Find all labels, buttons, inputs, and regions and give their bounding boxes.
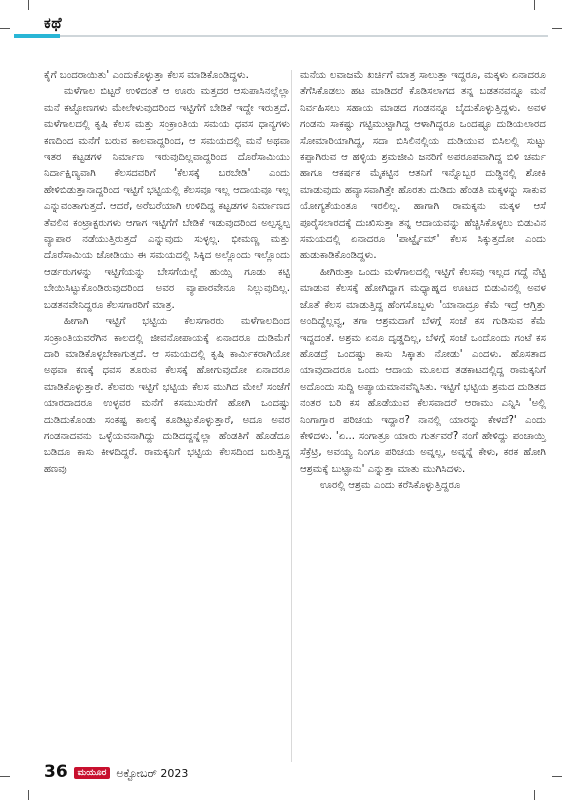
section-accent-bar bbox=[14, 34, 60, 38]
article-column-right bbox=[300, 68, 546, 495]
article-paragraph: ಮಳೆಗಾಲ ಬಿಟ್ಟರೆ ಉಳಿದಂತೆ ಆ ಊರು ಮತ್ತದರ ಆಸುಪಾಸಿನಲ್ಲೆಲ್ಲಾ ಮನೆ ಕಟ್ಟೋಣಗಳು ಮೇಲೇಳುವುದರಿಂದ ಇಟ್ಟಿಗೆಗೆ ಬೇಡಿಕೆ ಇದ್ದೇ ಇರುತ್ತದೆ. ಮಳೆಗಾಲದಲ್ಲಿ ಕೃಷಿ ಕೆಲಸ ಮತ್ತು ಸಂಕ್ರಾಂತಿಯ ಸಮಯ ಧವಸ ಧಾನ್ಯಗಳು ಕಣದಿಂದ ಮನೆಗೆ ಬರುವ ಕಾಲವಾದ್ದರಿಂದ, ಆ ಸಮಯದಲ್ಲಿ ಮನೆ ಅಥವಾ ಇತರ ಕಟ್ಟಡಗಳ ನಿರ್ಮಾಣ ಇರುವುದಿಲ್ಲವಾದ್ದರಿಂದ ದೊರೆಸಾಮಿಯು ನಿರ್ದಾಕ್ಷಿಣ್ಯವಾಗಿ ಕೆಲಸದವರಿಗೆ 'ಕೆಲಸಕ್ಕೆ ಬರಬೇಡಿ' ಎಂದು ಹೇಳಿಬಿಡುತ್ತಾನಾದ್ದರಿಂದ ಇಟ್ಟಿಗೆ ಭಟ್ಟಿಯಲ್ಲಿ ಕೆಲಸವೂ ಇಲ್ಲ ಆದಾಯವೂ ಇಲ್ಲ ಎನ್ನುವಂತಾಗುತ್ತದೆ. ಆದರೆ, ಅರೆಬರೆಯಾಗಿ ಉಳಿದಿದ್ದ ಕಟ್ಟಡಗಳ ನಿರ್ಮಾಣದ ತೆವಲಿನ ಕಂಟ್ರಾಕ್ಟರುಗಳು ಆಗಾಗ ಇಟ್ಟಿಗೆಗೆ ಬೇಡಿಕೆ ಇಡುವುದರಿಂದ ಅಲ್ಪಸ್ವಲ್ಪ ವ್ಯಾಪಾರ ನಡೆಯುತ್ತಿರುತ್ತದೆ ಎನ್ನುವುದು ಸುಳ್ಳಲ್ಲ. ಭೀಮಣ್ಣ ಮತ್ತು ದೊರೆಸಾಮಿಯ ಜೋಡಿಯು ಈ ಸಮಯದಲ್ಲಿ ಸಿಕ್ಕಿದ ಅಲ್ಲೊಂದು ಇಲ್ಲೊಂದು ಆರ್ಡರುಗಳನ್ನು ಇಟ್ಟಿಗೆಯನ್ನು ಬೇಸಗೆಯಲ್ಲೆ ಹುಯ್ಸಿ ಗೂಡು ಕಟ್ಟಿ ಬೇಯಿಸಿಟ್ಟುಕೊಂಡಿರುವುದರಿಂದ ಅವರ ವ್ಯಾಪಾರವೇನೂ ನಿಲ್ಲುವುದಿಲ್ಲ. ಬಡತನವೇನಿದ್ದರೂ ಕೆಲಸಗಾರರಿಗೆ ಮಾತ್ರ. bbox=[44, 86, 290, 311]
article-paragraph: ಹೀಗಿರುತ್ತಾ ಒಂದು ಮಳೆಗಾಲದಲ್ಲಿ ಇಟ್ಟಿಗೆ ಕೆಲಸವು ಇಲ್ಲದ ಗದ್ದೆ ನೆಟ್ಟಿ ಮಾಡುವ ಕೆಲಸಕ್ಕೆ ಹೋಗಿದ್ದಾಗ ಮಧ್ಯಾಹ್ನದ ಊಟದ ಬಿಡುವಿನಲ್ಲಿ ಅವಳ ಜೊತೆ ಕೆಲಸ ಮಾಡುತ್ತಿದ್ದ ಹೆಂಗಸೊಬ್ಬಳು 'ಯಾನಾದ್ರೂ ಕೆಮೆ ಇದ್ರೆ ಆಗ್ತಿತ್ತು ಅಂದಿದ್ದೆಲ್ಲವ್ವ, ತಗಾ ಆಶ್ರಮದಾಗೆ ಬೆಳಗ್ಗೆ ಸಂಜೆ ಕಸ ಗುಡಿಸುವ ಕೆಮೆ ಇದ್ದದಂತೆ. ಅಶ್ರಮ ಏನೂ ದೃಡ್ಡದಿಲ್ಲ, ಬೆಳಗ್ಗೆ ಸಂಜೆ ಒಂದೊಂದು ಗಂಟೆ ಕಸ ಹೊಡದ್ರೆ ಒಂದಷ್ಟು ಕಾಸು ಸಿಕ್ಕಾತು ನೋಡು' ಎಂದಳು. ಹೊಸತಾದ ಯಾವುದಾದರೂ ಒಂದು ಆದಾಯ ಮೂಲದ ತಡಕಾಟದಲ್ಲಿದ್ದ ರಾಮಕ್ಕನಿಗೆ ಅದೊಂದು ಸುದ್ದಿ ಅಪ್ಯಾಯಮಾನವೆನ್ನಿಸಿತು. ಇಟ್ಟಿಗೆ ಭಟ್ಟಿಯ ಶ್ರಮದ ದುಡಿತದ ನಂತರ ಬರಿ ಕಸ ಹೊಡೆಯುವ ಕೆಲಸವಾದರೆ ಆರಾಮು ಎನ್ನಿಸಿ 'ಅಲ್ಲಿ ನಿಂಗಾಗ್ತಾರ ಪರಿಚಯ ಇದ್ದಾರ? ನಾನಲ್ಲಿ ಯಾರನ್ನು ಕೇಳದೆ?' ಎಂದು ಕೇಳಿದಳು. 'ಏ... ಸಂಗಾತ್ರೂ ಯಾರು ಗುರ್ತವರೆ? ನಂಗೆ ಹೇಳಿದ್ದು ಪಂಚಾಯ್ತಿ ಸೆಕ್ರೆಟ್ರಿ, ಅವಯ್ಯ ನಿಂಗೂ ಪರಿಚಯ ಅವ್ನಲ್ಲ, ಅವ್ನನ್ನೆ ಕೇಳು, ಕರಕ ಹೋಗಿ ಆಶ್ರಮಕ್ಕೆ ಬುಟ್ಟಾನು' ಎನ್ನುತ್ತಾ ಮಾತು ಮುಗಿಸಿದಳು. bbox=[300, 266, 546, 475]
crop-mark bbox=[28, 790, 29, 800]
section-rule bbox=[60, 35, 548, 37]
crop-mark bbox=[0, 28, 10, 29]
column-divider bbox=[291, 70, 292, 762]
article-paragraph: ಕೈಗೆ ಬಂದರಾಯಿತು' ಎಂದುಕೊಳ್ಳುತ್ತಾ ಕೆಲಸ ಮಾಡಿಕೊಂಡಿದ್ದಳು. bbox=[44, 70, 249, 81]
crop-mark bbox=[28, 0, 29, 10]
page-number: 36 bbox=[44, 762, 68, 782]
section-header-bar bbox=[14, 14, 548, 40]
article-paragraph: ಹೀಗಾಗಿ ಇಟ್ಟಿಗೆ ಭಟ್ಟಿಯ ಕೆಲಸಗಾರರು ಮಳೆಗಾಲದಿಂದ ಸಂಕ್ರಾಂತಿಯವರೆಗಿನ ಕಾಲದಲ್ಲಿ ಜೀವನೋಪಾಯಕ್ಕೆ ಏನಾದರೂ ದುಡಿಮೆಗೆ ದಾರಿ ಮಾಡಿಕೊಳ್ಳಬೇಕಾಗುತ್ತದೆ. ಆ ಸಮಯದಲ್ಲಿ ಕೃಷಿ ಕಾರ್ಮಿಕರಾಗಿಯೋ ಅಥವಾ ಕಣಕ್ಕೆ ಧವಸ ತೂರುವ ಕೆಲಸಕ್ಕೆ ಹೋಗುವುದೋ ಏನಾದರೂ ಮಾಡಿಕೊಳ್ಳುತ್ತಾರೆ. ಕೆಲವರು ಇಟ್ಟಿಗೆ ಭಟ್ಟಿಯ ಕೆಲಸ ಮುಗಿದ ಮೇಲೆ ಸಂಜೆಗೆ ಯಾರದಾದರೂ ಉಳ್ಳವರ ಮನೆಗೆ ಕಸಮುಸುರೆಗೆ ಹೋಗಿ ಒಂದಷ್ಟು ದುಡಿದುಕೊಂಡು ಸಂಕಷ್ಟ ಕಾಲಕ್ಕೆ ಕೂಡಿಟ್ಟುಕೊಳ್ಳುತ್ತಾರೆ, ಅದೂ ಅವರ ಗಂಡನಾದವನು ಒಳ್ಳೆಯವನಾಗಿದ್ದು ದುಡಿದದ್ದನ್ನೆಲ್ಲಾ ಹೆಂಡತಿಗೆ ಹೊಡೆದೂ ಬಡಿದೂ ಕಾಸು ಕೀಳದಿದ್ದರೆ. ರಾಮಕ್ಕನಿಗೆ ಭಟ್ಟಿಯ ಕೆಲಸದಿಂದ ಬರುತ್ತಿದ್ದ ಹಣವು bbox=[44, 316, 290, 475]
article-paragraph: ಮನೆಯ ಲವಾಜಮೆ ಖರ್ಚಿಗೆ ಮಾತ್ರ ಸಾಲುತ್ತಾ ಇದ್ದರೂ, ಮಕ್ಕಳು ಏನಾದರೂ ತೆಗೆಸಿಕೊಡಲು ಹಟ ಮಾಡಿದರೆ ಕೊಡಿಸಲಾಗದ ತನ್ನ ಬಡತನವನ್ನೂ ಮನೆ ನಿರ್ವಹಿಸಲು ಸಹಾಯ ಮಾಡದ ಗಂಡನನ್ನೂ ಬೈದುಕೊಳ್ಳುತ್ತಿದ್ದಳು. ಅವಳ ಗಂಡನು ಸಾಕಷ್ಟು ಗಟ್ಟಿಮುಟ್ಟಾಗಿದ್ದ ಆಳಾಗಿದ್ದರೂ ಒಂದಷ್ಟೂ ದುಡಿಯಲಾರದ ಸೋಮಾರಿಯಾಗಿದ್ದ, ಸದಾ ಬಿಸಿಲಿನಲ್ಲಿಯ ದುಡಿಯುವ ಬಿಸಿಲಲ್ಲಿ ಸುಟ್ಟು ಕಪ್ಪಾಗಿರುವ ಆ ಹಳ್ಳಿಯ ಶ್ರಮಜೀವಿ ಜನರಿಗೆ ಅಪರೂಪವಾಗಿದ್ದ ಬಿಳಿ ಚರ್ಮ ಹಾಗೂ ಆಕರ್ಷಕ ಮೈಕಟ್ಟಿನ ಆತನಿಗೆ ಇನ್ನೊಬ್ಬರ ದುಡ್ಡಿನಲ್ಲಿ ಶೋಕಿ ಮಾಡುವುದು ಹವ್ಯಾಸವಾಗಿತ್ತೇ ಹೊರತು ದುಡಿದು ಹೆಂಡತಿ ಮಕ್ಕಳನ್ನು ಸಾಕುವ ಯೋಗ್ಯತೆಯಂತೂ ಇರಲಿಲ್ಲ. ಹಾಗಾಗಿ ರಾಮಕ್ಕನು ಮಕ್ಕಳ ಆಸೆ ಪೂರೈಸಲಾರದಕ್ಕೆ ದುಃಖಿಸುತ್ತಾ ತನ್ನ ಆದಾಯವನ್ನು ಹೆಚ್ಚಿಸಿಕೊಳ್ಳಲು ಬಿಡುವಿನ ಸಮಯದಲ್ಲಿ ಏನಾದರೂ 'ಪಾರ್ಟ್ಟೈಮ್' ಕೆಲಸ ಸಿಕ್ಕುತ್ತದೋ ಎಂದು ಹುಡುಕಾಡಿಕೊಂಡಿದ್ದಳು. bbox=[300, 70, 546, 262]
crop-mark bbox=[0, 776, 10, 777]
crop-mark bbox=[534, 0, 535, 10]
issue-date: ಅಕ್ಟೋಬರ್ 2023 bbox=[116, 767, 189, 780]
magazine-logo: ಮಯೂರ bbox=[74, 767, 111, 779]
crop-mark bbox=[552, 28, 562, 29]
crop-mark bbox=[534, 790, 535, 800]
article-column-left bbox=[44, 68, 290, 478]
crop-mark bbox=[552, 776, 562, 777]
page-footer bbox=[44, 762, 188, 782]
article-paragraph: ಊರಲ್ಲಿ ಆಶ್ರಮ ಎಂದು ಕರೆಸಿಕೊಳ್ಳುತ್ತಿದ್ದರೂ bbox=[320, 480, 461, 492]
section-label: ಕಥೆ bbox=[44, 14, 63, 32]
